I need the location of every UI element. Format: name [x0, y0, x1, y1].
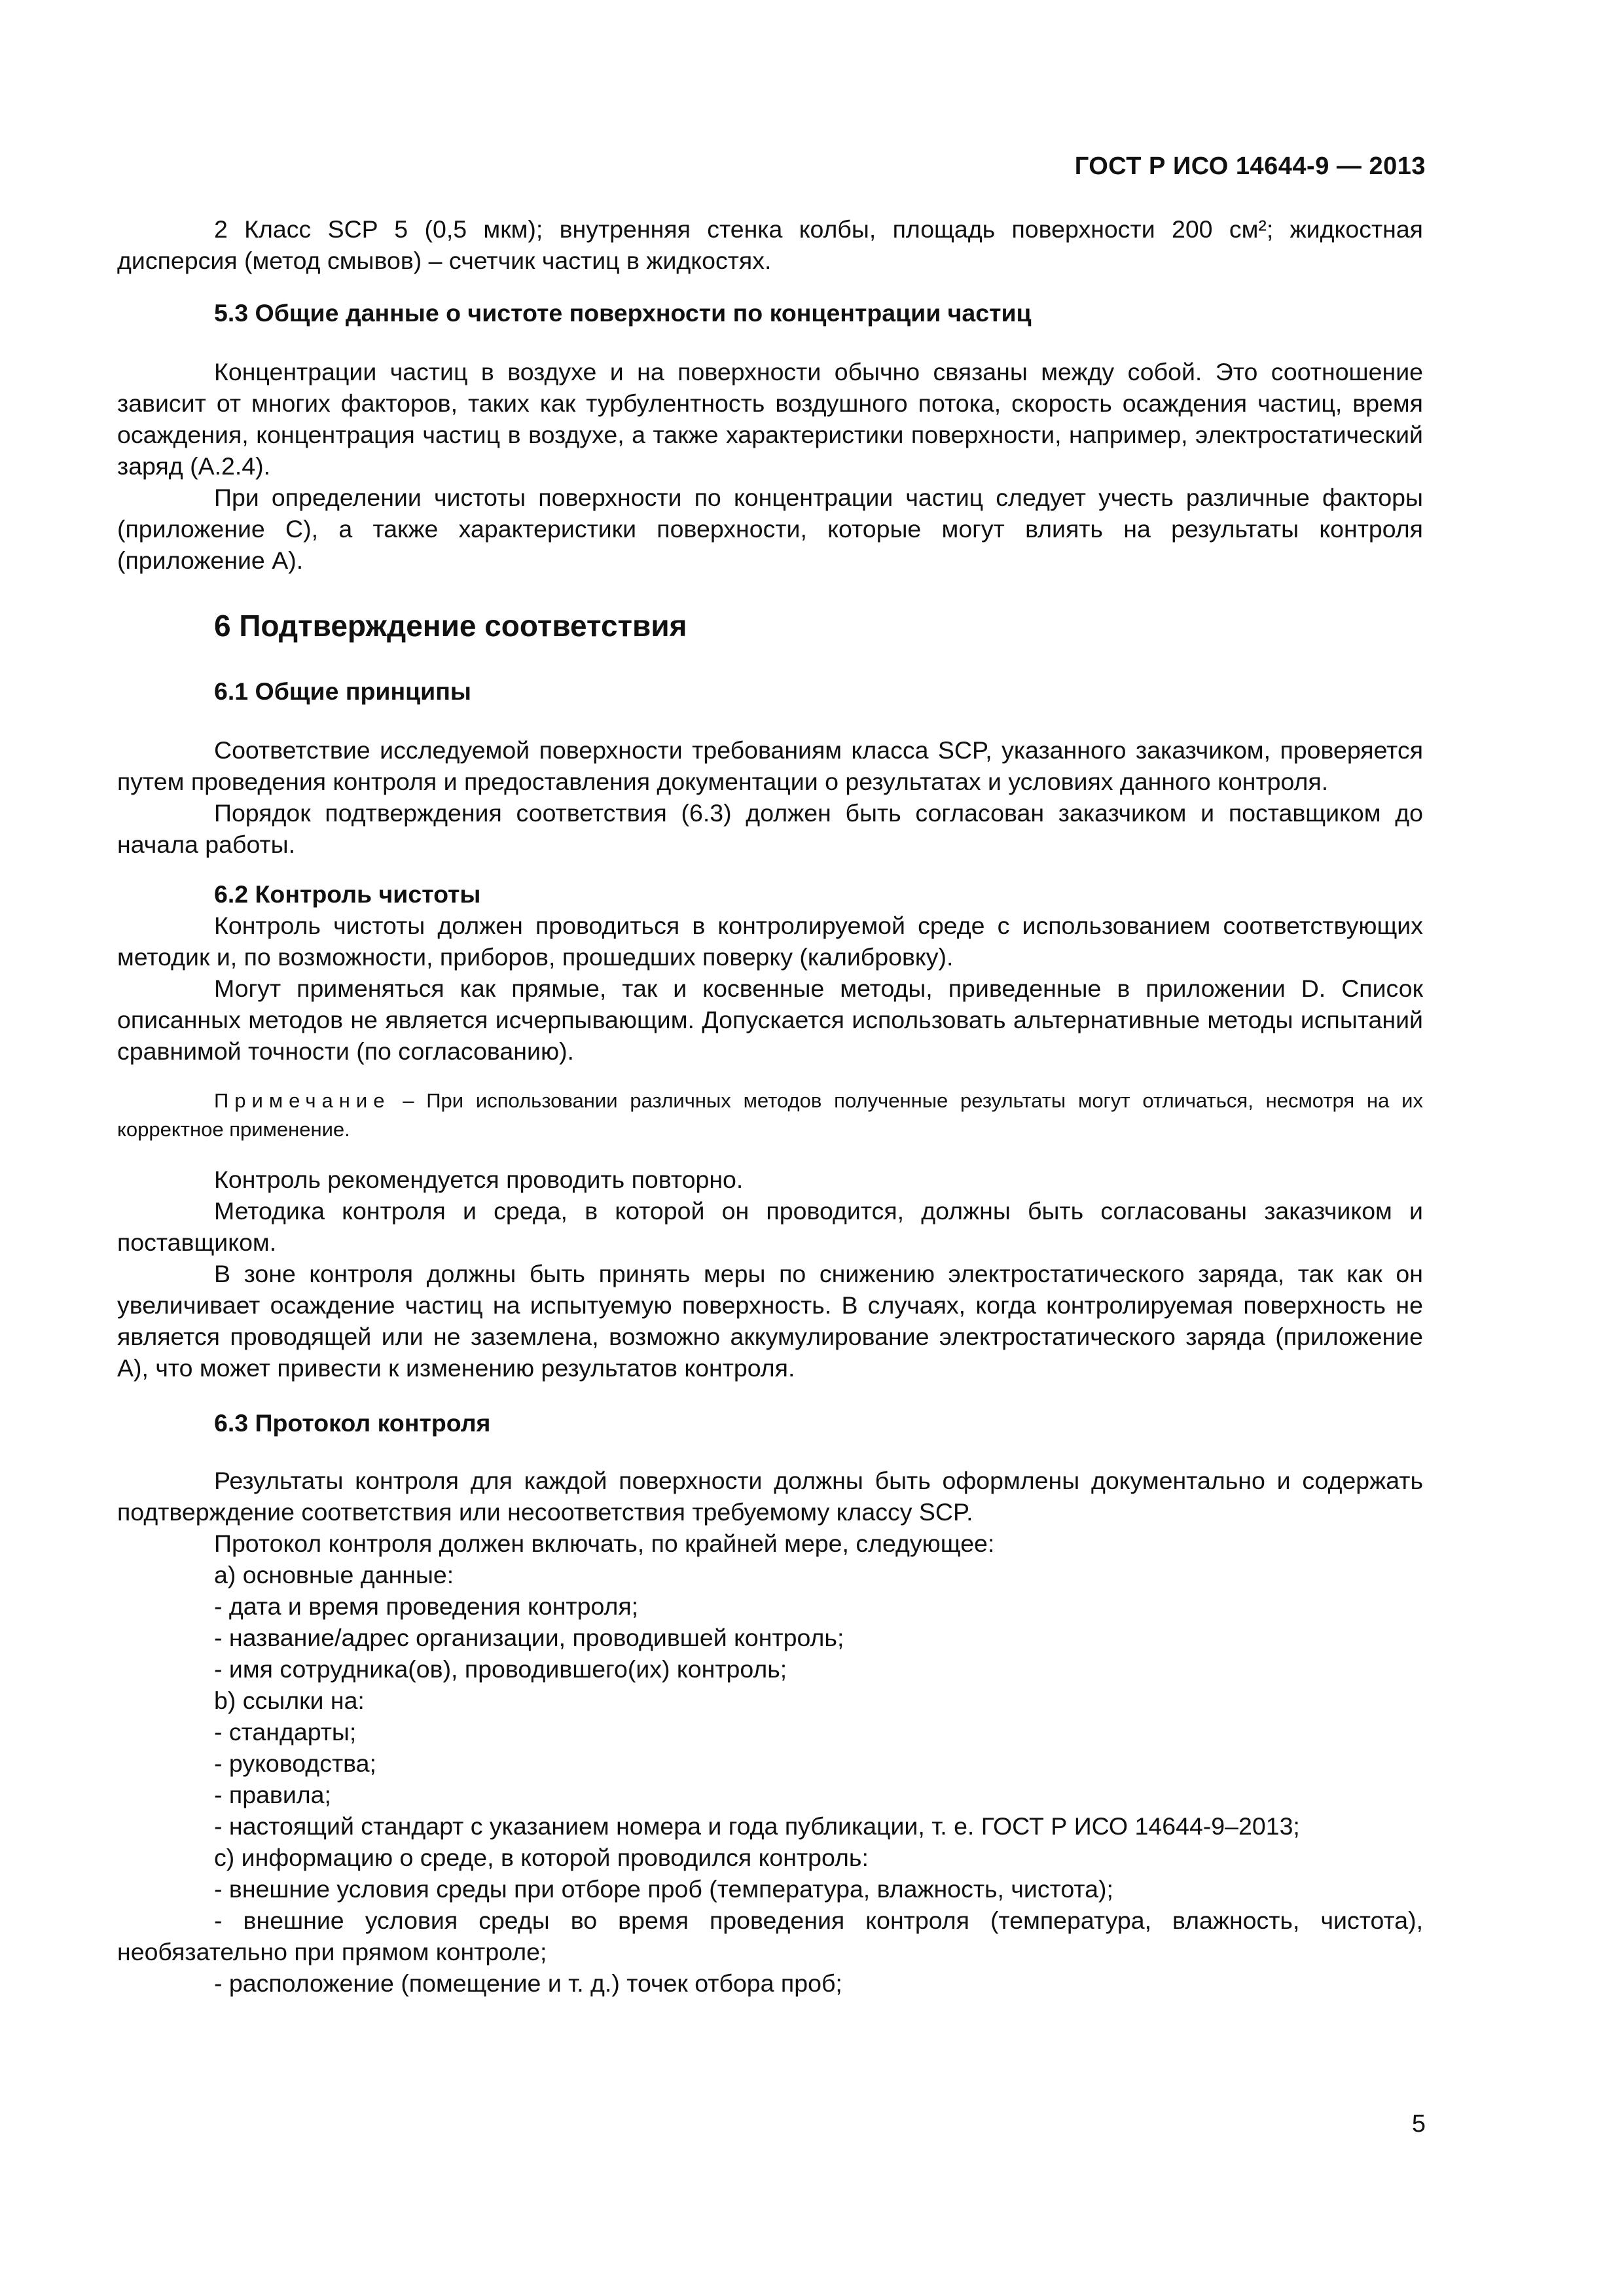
paragraph: Протокол контроля должен включать, по крайней мере, следующее: — [214, 1530, 995, 1557]
list-item: - дата и время проведения контроля; — [214, 1592, 639, 1620]
section-heading-6-1: 6.1 Общие принципы — [214, 677, 471, 705]
list-item: - внешние условия среды во время проведения контроля (температура, влажность, чистота), необязательно при прямом контроле; — [117, 1907, 1423, 1965]
list-item: - правила; — [214, 1781, 331, 1808]
list-item: а) основные данные: — [214, 1561, 454, 1588]
paragraph: Соответствие исследуемой поверхности требованиям класса SCP, указанного заказчиком, проверяется путем проведения контроля и предоставления документации о результатах и условиях данного контроля. — [117, 736, 1423, 795]
list-item: b) ссылки на: — [214, 1687, 365, 1714]
list-item: - имя сотрудника(ов), проводившего(их) контроль; — [214, 1655, 787, 1683]
document-body — [117, 213, 1423, 1999]
paragraph: 2 Класс SCP 5 (0,5 мкм); внутренняя стенка колбы, площадь поверхности 200 см²; жидкостная дисперсия (метод смывов) – счетчик частиц в жидкостях. — [117, 215, 1423, 274]
section-heading-5-3: 5.3 Общие данные о чистоте поверхности по концентрации частиц — [214, 299, 1032, 327]
section-heading-6: 6 Подтверждение соответствия — [214, 609, 687, 643]
note-label: Примечание — [214, 1089, 391, 1112]
paragraph: Контроль чистоты должен проводиться в контролируемой среде с использованием соответствующих методик и, по возможности, приборов, прошедших поверку (калибровку). — [117, 912, 1423, 971]
paragraph: Порядок подтверждения соответствия (6.3) должен быть согласован заказчиком и поставщиком до начала работы. — [117, 799, 1423, 858]
paragraph: В зоне контроля должны быть принять меры по снижению электростатического заряда, так как он увеличивает осаждение частиц на испытуемую поверхность. В случаях, когда контролируемая поверхность не является проводящей или не заземлена, возможно аккумулирование электростатического заряда (приложение А), что может привести к изменению результатов контроля. — [117, 1260, 1423, 1382]
list-item: с) информацию о среде, в которой проводился контроль: — [214, 1844, 869, 1871]
page-number: 5 — [1411, 2110, 1426, 2138]
note-text: – При использовании различных методов полученные результаты могут отличаться, несмотря на их корректное применение. — [117, 1089, 1423, 1141]
list-item: - расположение (помещение и т. д.) точек отбора проб; — [214, 1969, 842, 1997]
list-item: - руководства; — [214, 1749, 376, 1777]
note — [117, 1086, 1423, 1144]
section-heading-6-3: 6.3 Протокол контроля — [214, 1409, 491, 1437]
paragraph: При определении чистоты поверхности по концентрации частиц следует учесть различные факторы (приложение С), а также характеристики поверхности, которые могут влиять на результаты контроля (приложение А). — [117, 484, 1423, 574]
list-item: - название/адрес организации, проводившей контроль; — [214, 1624, 844, 1651]
document-code-header: ГОСТ Р ИСО 14644-9 — 2013 — [1074, 152, 1426, 180]
section-heading-6-2: 6.2 Контроль чистоты — [214, 880, 481, 908]
paragraph: Могут применяться как прямые, так и косвенные методы, приведенные в приложении D. Список описанных методов не является исчерпывающим. Допускается использовать альтернативные методы испытаний сравнимой точности (по согласованию). — [117, 975, 1423, 1065]
list-item: - внешние условия среды при отборе проб (температура, влажность, чистота); — [214, 1875, 1113, 1903]
paragraph: Концентрации частиц в воздухе и на поверхности обычно связаны между собой. Это соотношение зависит от многих факторов, таких как турбулентность воздушного потока, скорость осаждения частиц, время осаждения, концентрация частиц в воздухе, а также характеристики поверхности, например, электростатический заряд (А.2.4). — [117, 358, 1423, 480]
list-item: - стандарты; — [214, 1718, 357, 1746]
list-item: - настоящий стандарт с указанием номера и года публикации, т. е. ГОСТ Р ИСО 14644-9–2013; — [214, 1812, 1300, 1840]
paragraph: Методика контроля и среда, в которой он проводится, должны быть согласованы заказчиком и поставщиком. — [117, 1197, 1423, 1256]
paragraph: Результаты контроля для каждой поверхности должны быть оформлены документально и содержать подтверждение соответствия или несоответствия требуемому классу SCP. — [117, 1467, 1423, 1526]
paragraph: Контроль рекомендуется проводить повторно. — [214, 1166, 744, 1193]
